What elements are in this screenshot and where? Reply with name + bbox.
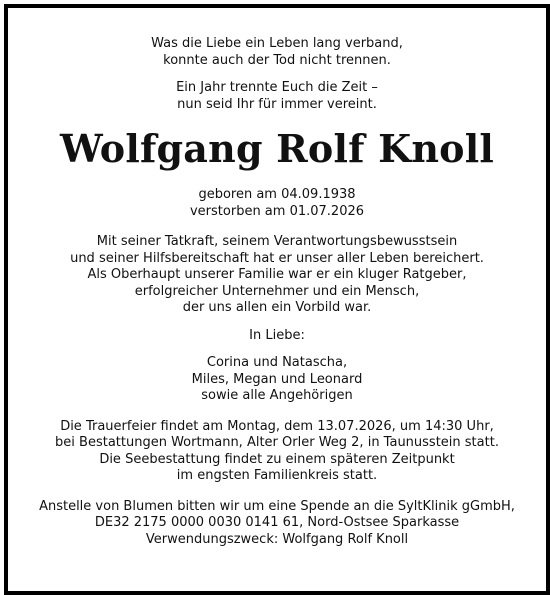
- poem-line: Ein Jahr trennte Euch die Zeit –: [176, 80, 378, 95]
- service-info: [8, 419, 546, 485]
- tribute-line: Mit seiner Tatkraft, seinem Verantwortungsbewusstsein: [96, 234, 458, 249]
- poem-stanza-2: [8, 80, 546, 113]
- death-date: verstorben am 01.07.2026: [189, 203, 365, 219]
- donation-info: [8, 499, 546, 549]
- mourners-list: [8, 355, 546, 405]
- poem-line: konnte auch der Tod nicht trennen.: [163, 52, 391, 68]
- obituary-border: [4, 4, 550, 595]
- tribute-line: und seiner Hilfsbereitschaft hat er unser aller Leben bereichert.: [70, 250, 484, 266]
- tribute-line: erfolgreicher Unternehmer und ein Mensch,: [134, 283, 420, 299]
- in-love-label: In Liebe:: [249, 327, 305, 343]
- life-dates: [8, 187, 546, 220]
- donation-line: Anstelle von Blumen bitten wir um eine Spende an die SyltKlinik gGmbH,: [39, 498, 515, 514]
- tribute-line: der uns allen ein Vorbild war.: [182, 300, 372, 315]
- service-line: im engsten Familienkreis statt.: [176, 468, 378, 483]
- poem-line: Was die Liebe ein Leben lang verband,: [151, 36, 403, 51]
- donation-line: DE32 2175 0000 0030 0141 61, Nord-Ostsee Sparkasse: [94, 515, 460, 530]
- deceased-name: Wolfgang Rolf Knoll: [60, 126, 494, 171]
- mourner-line: Corina und Natascha,: [206, 355, 348, 370]
- mourner-line: sowie alle Angehörigen: [201, 388, 353, 403]
- mourner-line: Miles, Megan und Leonard: [191, 371, 363, 387]
- service-line: Die Trauerfeier findet am Montag, dem 13.07.2026, um 14:30 Uhr,: [60, 418, 494, 434]
- tribute-line: Als Oberhaupt unserer Familie war er ein kluger Ratgeber,: [87, 267, 467, 282]
- mourners-intro: [8, 328, 546, 345]
- service-line: Die Seebestattung findet zu einem späteren Zeitpunkt: [99, 451, 455, 467]
- obituary-content: [8, 36, 546, 548]
- tribute-text: [8, 234, 546, 317]
- poem-line: nun seid Ihr für immer vereint.: [177, 96, 377, 112]
- poem-stanza-1: [8, 36, 546, 69]
- birth-date: geboren am 04.09.1938: [198, 187, 356, 202]
- service-line: bei Bestattungen Wortmann, Alter Orler Weg 2, in Taunusstein statt.: [55, 435, 499, 450]
- donation-line: Verwendungszweck: Wolfgang Rolf Knoll: [145, 531, 409, 547]
